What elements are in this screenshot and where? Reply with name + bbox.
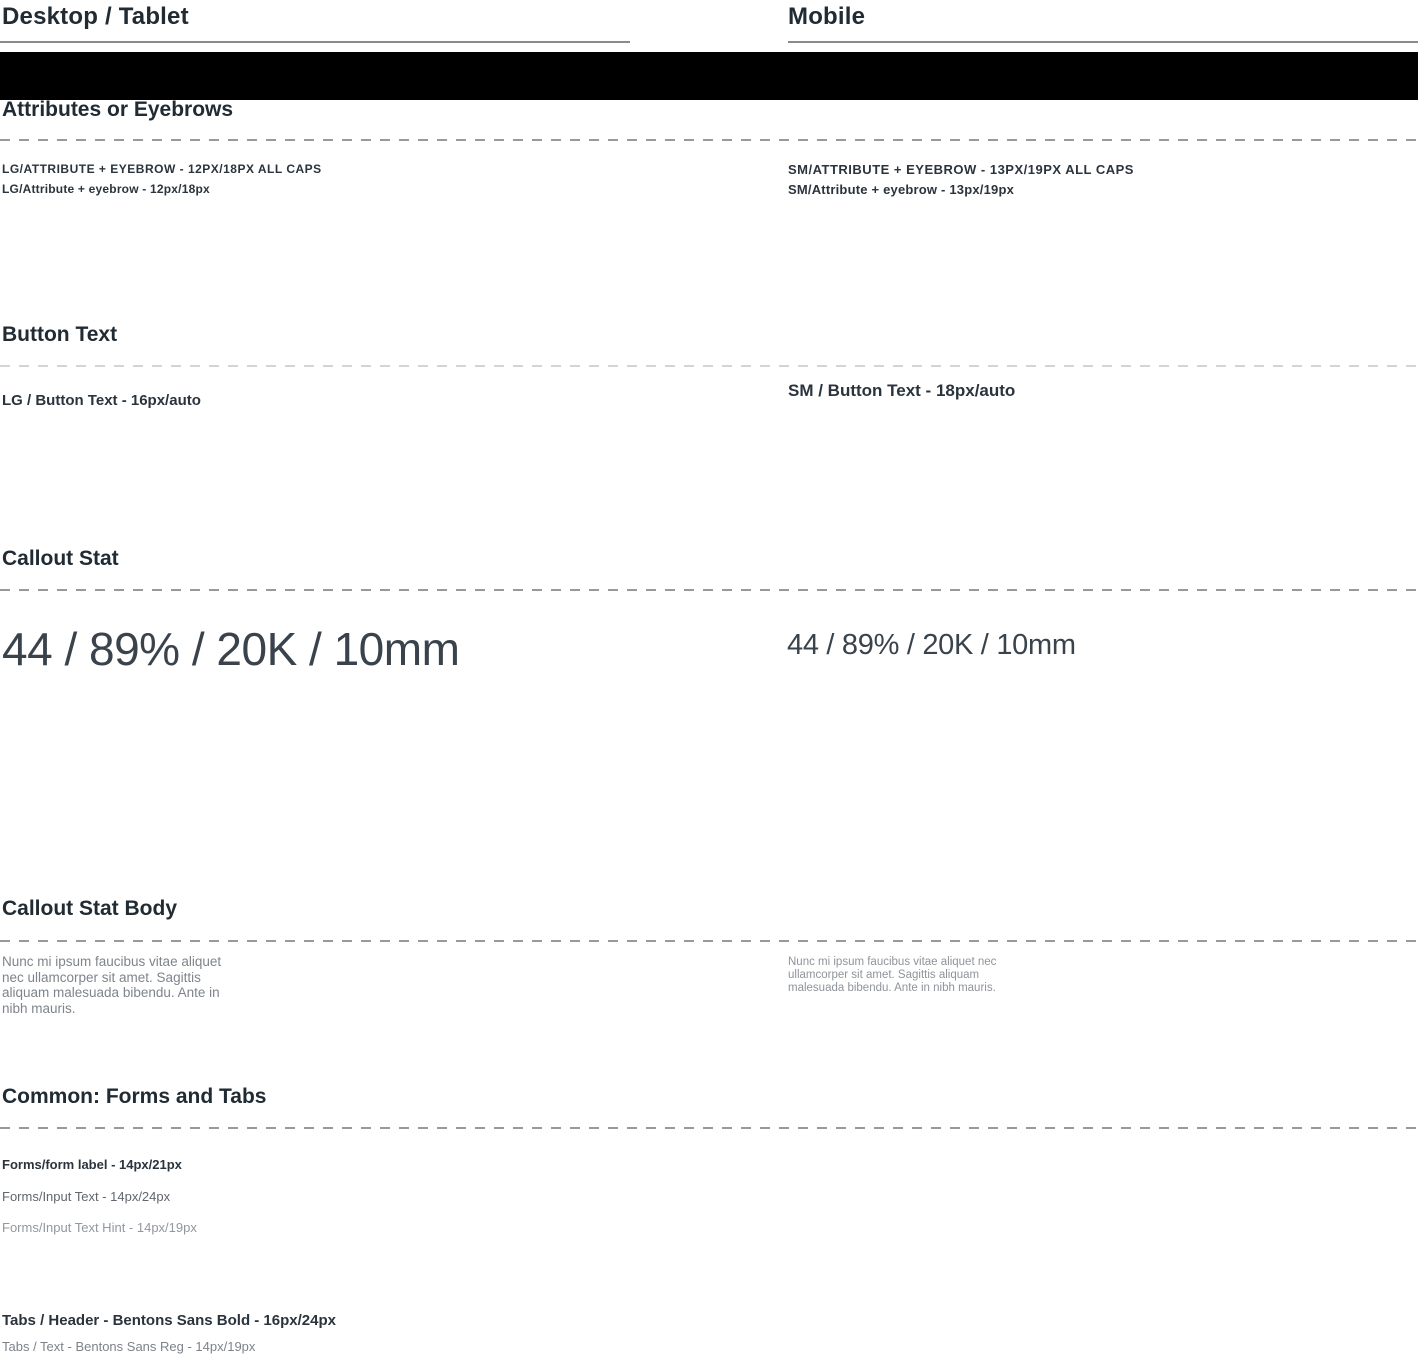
callout-stat-sample-mobile: 44 / 89% / 20K / 10mm [787, 629, 1076, 661]
body-line: Nunc mi ipsum faucibus vitae aliquet nec [788, 956, 997, 968]
dashed-divider-callout-stat [0, 589, 1418, 591]
attribute-eyebrow-mixed-mobile: SM/Attribute + eyebrow - 13px/19px [788, 182, 1015, 197]
callout-stat-sample-desktop: 44 / 89% / 20K / 10mm [2, 623, 460, 675]
section-heading-callout-stat-body: Callout Stat Body [2, 897, 178, 920]
body-line: ullamcorper sit amet. Sagittis aliquam [788, 969, 980, 981]
body-line: nec ullamcorper sit amet. Sagittis [2, 969, 201, 985]
section-heading-forms-tabs: Common: Forms and Tabs [2, 1085, 267, 1108]
button-text-sample-mobile: SM / Button Text - 18px/auto [788, 381, 1016, 400]
desktop-title-underline [0, 41, 630, 43]
callout-stat-body-sample-mobile [788, 956, 996, 995]
tabs-text-sample: Tabs / Text - Bentons Sans Reg - 14px/19px [2, 1339, 256, 1354]
black-divider-bar [0, 52, 1418, 100]
tabs-header-sample: Tabs / Header - Bentons Sans Bold - 16px/24px [2, 1312, 336, 1329]
mobile-column-title: Mobile [788, 3, 866, 30]
attribute-eyebrow-mixed-desktop: LG/Attribute + eyebrow - 12px/18px [2, 182, 210, 196]
button-text-sample-desktop: LG / Button Text - 16px/auto [2, 392, 201, 409]
dashed-divider-button-text [0, 365, 1418, 367]
section-heading-button-text: Button Text [2, 323, 118, 346]
desktop-column-title: Desktop / Tablet [2, 3, 189, 30]
callout-stat-body-sample-desktop [2, 954, 221, 1016]
form-label-sample: Forms/form label - 14px/21px [2, 1157, 182, 1172]
attribute-eyebrow-caps-desktop: LG/ATTRIBUTE + EYEBROW - 12PX/18PX ALL CAPS [2, 162, 322, 176]
form-input-hint-sample: Forms/Input Text Hint - 14px/19px [2, 1220, 197, 1235]
mobile-title-underline [788, 41, 1418, 43]
body-line: aliquam malesuada bibendu. Ante in [2, 985, 220, 1000]
section-heading-callout-stat: Callout Stat [2, 547, 119, 570]
section-heading-attributes: Attributes or Eyebrows [2, 98, 234, 121]
attribute-eyebrow-caps-mobile: SM/ATTRIBUTE + EYEBROW - 13PX/19PX ALL CAPS [788, 162, 1134, 177]
form-input-text-sample: Forms/Input Text - 14px/24px [2, 1189, 171, 1204]
dashed-divider-callout-stat-body [0, 940, 1418, 942]
body-line: nibh mauris. [2, 1000, 76, 1016]
body-line: malesuada bibendu. Ante in nibh mauris. [788, 982, 996, 994]
dashed-divider-attributes [0, 139, 1418, 141]
dashed-divider-forms-tabs [0, 1127, 1418, 1129]
body-line: Nunc mi ipsum faucibus vitae aliquet [2, 954, 222, 969]
